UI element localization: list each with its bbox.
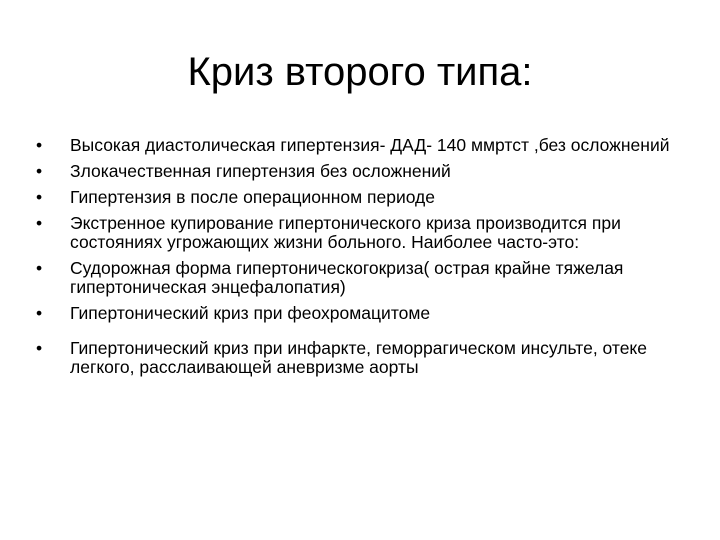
list-item [36,304,686,323]
bullet-icon: • [36,213,43,233]
list-item-text: Судорожная форма гипертоническогокриза( острая крайне тяжелая гипертоническая энцефалопатия) [70,258,624,297]
list-item-text: Экстренное купирование гипертонического криза производится при состояниях угрожающих жизни больного. Наиболее часто-это: [70,213,621,252]
bullet-icon: • [36,258,43,278]
list-item-text: Гипертензия в после операционном периоде [70,187,436,207]
list-item [36,214,686,252]
list-item [36,136,686,155]
bullet-icon: • [36,135,43,155]
bullet-icon: • [36,338,43,358]
slide-title: Криз второго типа: [187,50,533,94]
list-item [36,339,686,377]
list-item [36,188,686,207]
list-item [36,162,686,181]
bullet-list [36,136,686,384]
bullet-icon: • [36,161,43,181]
list-item-text: Злокачественная гипертензия без осложнений [70,161,451,181]
list-item-text: Гипертонический криз при феохромацитоме [70,303,431,323]
list-item-text: Высокая диастолическая гипертензия- ДАД- 140 ммртст ,без осложнений [70,135,670,155]
list-item [36,259,686,297]
bullet-icon: • [36,303,43,323]
bullet-icon: • [36,187,43,207]
list-item-text: Гипертонический криз при инфаркте, геморрагическом инсульте, отеке легкого, расслаивающей аневризме аорты [70,338,648,377]
